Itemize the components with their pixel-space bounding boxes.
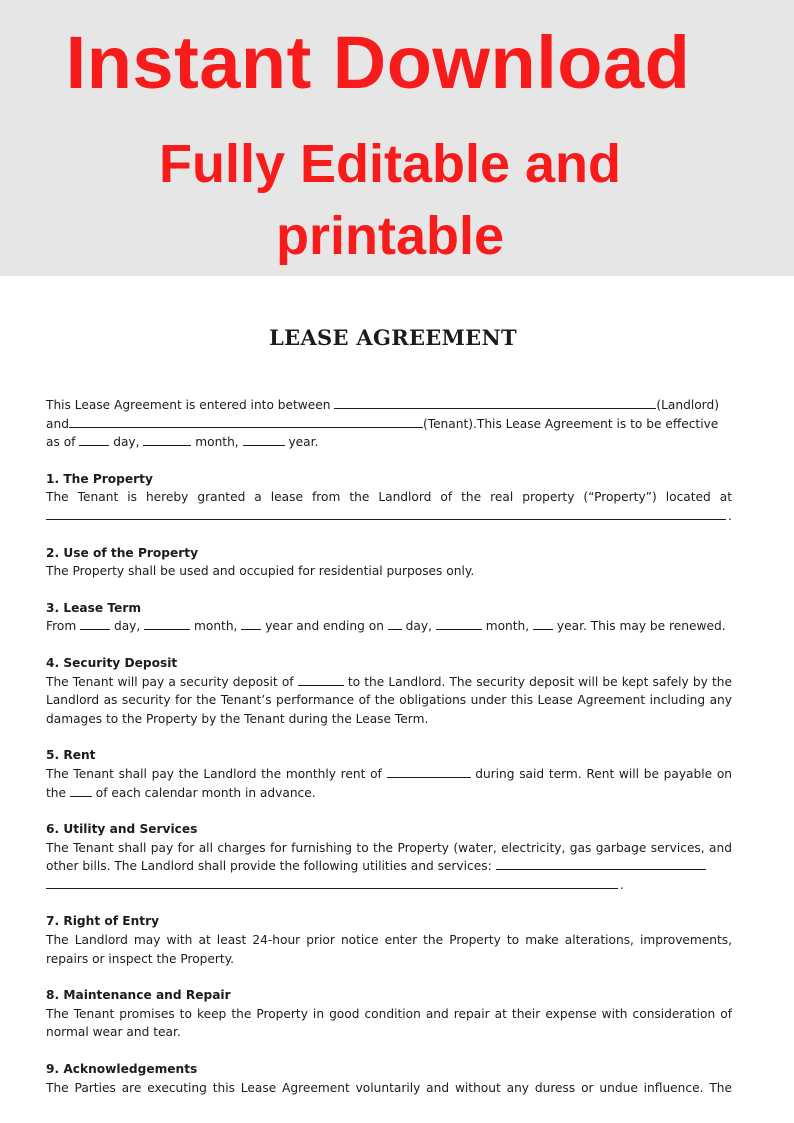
section-heading: 1. The Property — [46, 471, 153, 486]
section-property — [46, 470, 732, 526]
start-year-blank — [241, 617, 261, 630]
section-text — [46, 765, 732, 802]
deposit-text: The Tenant will pay a security deposit of — [46, 674, 294, 689]
address-line-row — [46, 507, 732, 526]
promo-banner — [0, 0, 794, 276]
section-text: The Property shall be used and occupied for residential purposes only. — [46, 564, 475, 579]
section-acknowledgements — [46, 1060, 732, 1097]
rent-text: of each calendar month in advance. — [95, 785, 316, 800]
intro-text: This Lease Agreement is entered into between — [46, 398, 335, 412]
term-text: month, — [194, 619, 238, 634]
term-text: From — [46, 619, 77, 634]
tenant-blank — [69, 415, 423, 428]
intro-paragraph — [46, 396, 732, 452]
section-text — [46, 673, 732, 729]
section-rent — [46, 746, 732, 802]
term-text: year. This may be renewed. — [556, 619, 726, 634]
end-month-blank — [436, 617, 482, 630]
section-heading: 2. Use of the Property — [46, 545, 199, 560]
utilities-line-row — [46, 876, 732, 895]
document-title: LEASE AGREEMENT — [269, 325, 517, 350]
end-day-blank — [388, 617, 402, 630]
month-blank — [143, 433, 191, 446]
term-text: day, — [405, 619, 432, 634]
intro-text: year. — [288, 435, 319, 450]
section-text: The Parties are executing this Lease Agreement voluntarily and without any duress or undue influence. The — [46, 1080, 732, 1095]
banner-subtitle: Fully Editable and printable — [158, 134, 622, 266]
section-text: The Tenant promises to keep the Property in good condition and repair at their expense with consideration of normal wear and tear. — [46, 1006, 732, 1040]
term-text: month, — [485, 619, 530, 634]
landlord-blank — [334, 396, 656, 409]
section-maintenance — [46, 986, 732, 1042]
section-security-deposit — [46, 654, 732, 728]
section-heading: 5. Rent — [46, 748, 96, 763]
rent-text: during said term. Rent will be payable on the — [46, 766, 733, 800]
section-heading: 4. Security Deposit — [46, 655, 178, 670]
section-use — [46, 544, 732, 581]
intro-text: (Landlord) — [656, 398, 719, 412]
utilities-blank — [496, 857, 706, 870]
section-heading: 7. Right of Entry — [46, 914, 160, 929]
term-text: year and ending on — [265, 619, 384, 634]
lease-term-line — [46, 617, 732, 636]
banner-title: Instant Download — [65, 21, 691, 104]
utilities-blank-2 — [46, 876, 618, 889]
rent-day-blank — [70, 784, 92, 797]
section-right-of-entry — [46, 912, 732, 968]
section-heading: 6. Utility and Services — [46, 822, 198, 837]
intro-text: month, — [195, 435, 239, 450]
intro-text: as of — [46, 435, 76, 450]
intro-line-2 — [46, 415, 732, 434]
end-year-blank — [533, 617, 553, 630]
rent-amount-blank — [387, 765, 471, 778]
term-text: day, — [113, 619, 141, 634]
section-lease-term — [46, 599, 732, 636]
intro-text: day, — [113, 435, 140, 450]
intro-text: (Tenant).This Lease Agreement is to be effective — [422, 416, 719, 431]
section-text: The Tenant is hereby granted a lease from the Landlord of the real property (“Property”) located at — [46, 490, 732, 505]
lease-document — [46, 320, 732, 1097]
intro-line-3 — [46, 433, 732, 452]
intro-line-1 — [46, 396, 732, 415]
utility-text: The Tenant shall pay for all charges for furnishing to the Property (water, electricity, gas garbage services, and other bills. The Landlord shall provide the following utilities and services: — [46, 840, 732, 874]
intro-text: and — [46, 416, 69, 431]
section-text: The Landlord may with at least 24-hour prior notice enter the Property to make alterations, improvements, repairs or inspect the Property. — [46, 933, 732, 966]
period: . — [728, 508, 732, 523]
deposit-amount-blank — [298, 673, 344, 686]
section-heading: 9. Acknowledgements — [46, 1062, 198, 1077]
section-heading: 3. Lease Term — [46, 600, 142, 615]
address-blank — [46, 507, 726, 520]
day-blank — [79, 433, 109, 446]
section-heading: 8. Maintenance and Repair — [46, 988, 231, 1003]
year-blank — [243, 433, 285, 446]
section-utility — [46, 820, 732, 894]
start-day-blank — [80, 617, 110, 630]
period: . — [620, 877, 624, 892]
rent-text: The Tenant shall pay the Landlord the monthly rent of — [46, 766, 382, 781]
start-month-blank — [144, 617, 190, 630]
section-text — [46, 839, 732, 876]
deposit-text: to the Landlord. The security deposit will be kept safely by the Landlord as security for the Tenant’s performance of the obligations under this Lease Agreement including any damages to the Property by the Tenant during the Lease Term. — [46, 674, 732, 726]
